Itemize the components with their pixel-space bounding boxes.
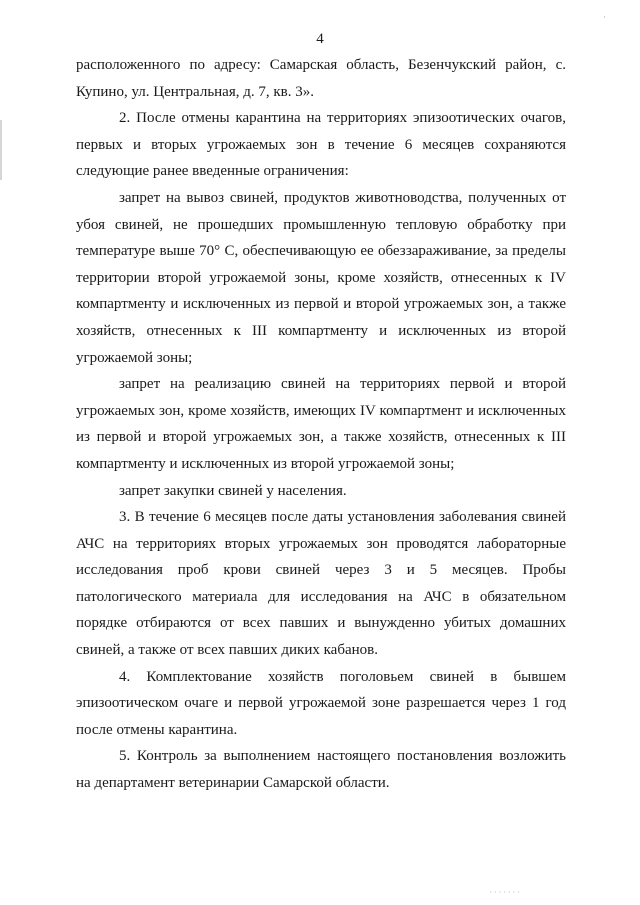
paragraph-item-3: 3. В течение 6 месяцев после даты установления заболевания свиней АЧС на территориях вторых угрожаемых зон проводятся лабораторные исследования проб крови свиней через 3 и 5 месяцев. Пробы патологического материала для исследования на АЧС в обязательном порядке отбираются от всех павших и вынужденно убитых домашних свиней, а также от всех павших диких кабанов. bbox=[76, 509, 566, 659]
paragraph-continuation: расположенного по адресу: Самарская область, Безенчукский район, с. Купино, ул. Центральная, д. 7, кв. 3». bbox=[76, 57, 566, 100]
paragraph-restriction-export: запрет на вывоз свиней, продуктов животноводства, полученных от убоя свиней, не прошедших промышленную тепловую обработку при температуре выше 70° С, обеспечивающую ее обеззараживание, за пределы территории второй угрожаемой зоны, кроме хозяйств, отнесенных к IV компартменту и исключенных из первой и второй угрожаемых зон, а также хозяйств, отнесенных к III компартменту и исключенных из второй угрожаемой зоны; bbox=[76, 189, 566, 366]
paragraph-item-5: 5. Контроль за выполнением настоящего постановления возложить на департамент ветеринарии Самарской области. bbox=[76, 748, 566, 792]
corner-scan-mark: · bbox=[603, 12, 606, 22]
paragraph-restriction-sale: запрет на реализацию свиней на территориях первой и второй угрожаемых зон, кроме хозяйств, имеющих IV компартмент и исключенных из первой и второй угрожаемых зон, а также хозяйств, отнесенных к III компартменту и исключенных из второй угрожаемой зоны; bbox=[76, 376, 566, 472]
margin-scan-mark bbox=[0, 120, 2, 180]
footer-scan-mark: ······· bbox=[489, 888, 522, 897]
paragraph-item-2: 2. После отмены карантина на территориях эпизоотических очагов, первых и вторых угрожаемых зон в течение 6 месяцев сохраняются следующие ранее введенные ограничения: bbox=[76, 110, 566, 180]
paragraph-restriction-purchase: запрет закупки свиней у населения. bbox=[119, 482, 347, 499]
paragraph-item-4: 4. Комплектование хозяйств поголовьем свиней в бывшем эпизоотическом очаге и первой угрожаемой зоне разрешается через 1 год после отмены карантина. bbox=[76, 668, 566, 738]
page-number: 4 bbox=[316, 31, 324, 47]
document-body bbox=[76, 52, 566, 797]
